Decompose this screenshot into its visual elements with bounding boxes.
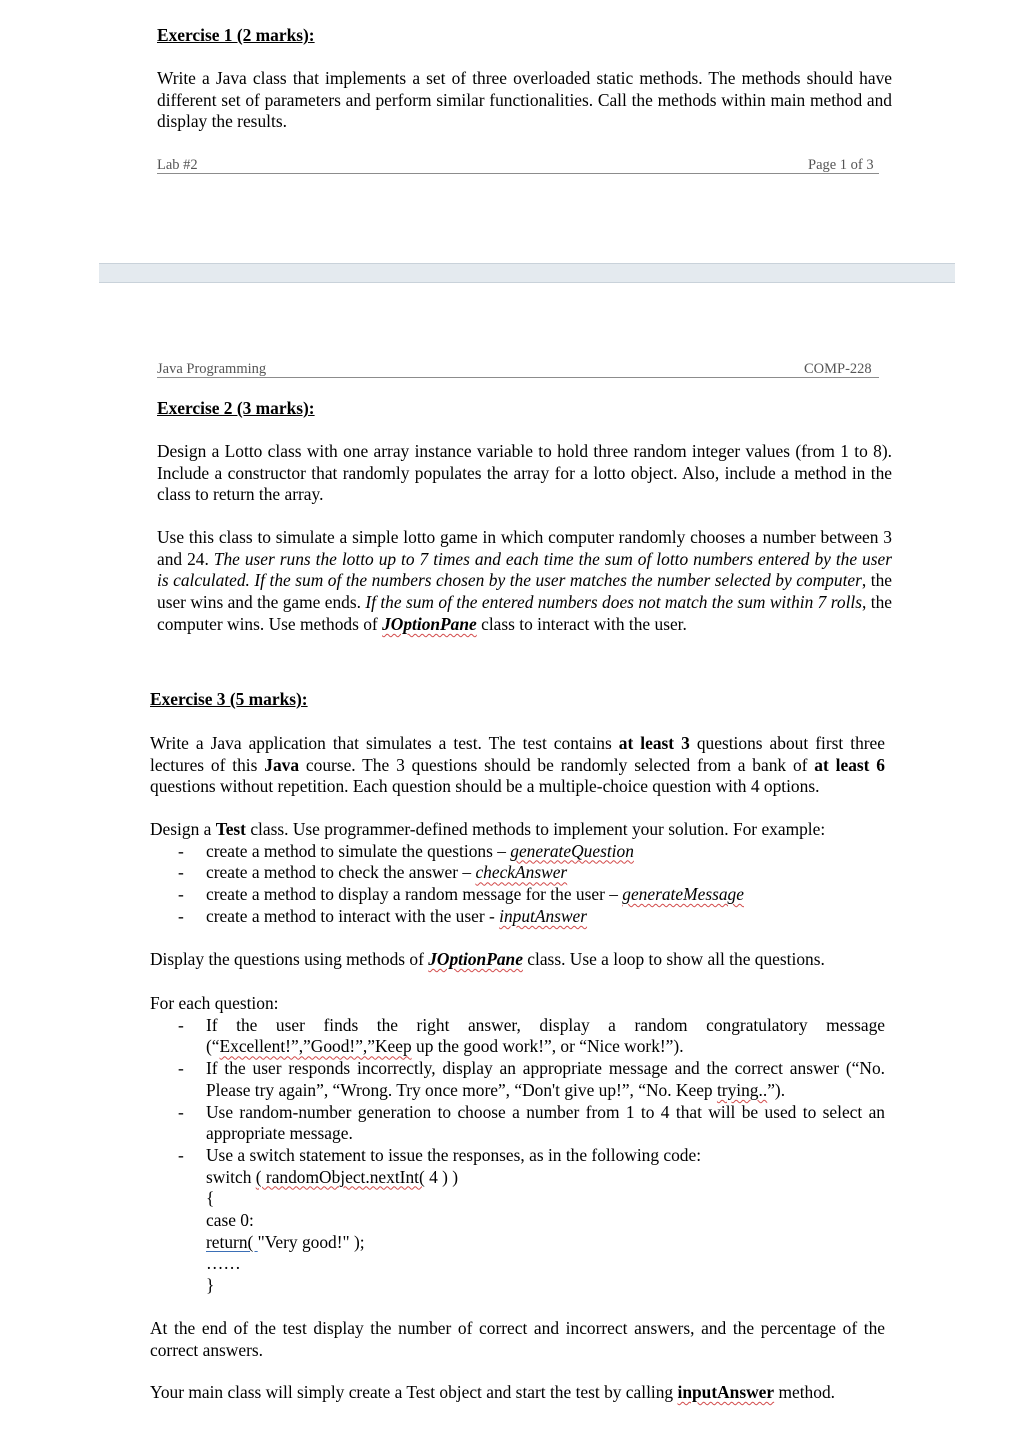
page1-footer-rule [157,173,879,174]
exercise-3-design-block [150,819,885,928]
response-list [150,1015,885,1167]
list-item: - create a method to interact with the user - inputAnswer [150,906,885,928]
method-list [150,841,885,928]
code-line: { [206,1188,215,1209]
page2-header-rule [157,377,879,378]
code-line: …… [206,1253,241,1274]
list-item: - Use random-number generation to choose a number from 1 to 4 that will be used to select an appropriate message. [150,1102,885,1145]
exercise-3-paragraph-1: Write a Java application that simulates a test. The test contains at least 3 questions about first three lectures of this Java course. The 3 questions should be randomly selected from a bank of at least 6 questions without repetition. Each question should be a multiple-choice question with 4 options. [150,733,885,797]
exercise-1-heading: Exercise 1 (2 marks): [157,25,315,45]
list-item: - If the user responds incorrectly, display an appropriate message and the correct answer (“No. Please try again”, “Wrong. Try once more”, “Don't give up!”, “No. Keep trying..”). [150,1058,885,1101]
exercise-3-paragraph-3: Display the questions using methods of JOptionPane class. Use a loop to show all the questions. [150,949,825,969]
exercise-2-paragraph-1: Design a Lotto class with one array instance variable to hold three random integer values (from 1 to 8). Include a constructor that randomly populates the array for a lotto object. Also, include a method in the class to return the array. [157,441,892,505]
exercise-1-text: Write a Java class that implements a set of three overloaded static methods. The methods should have different set of parameters and perform similar functionalities. Call the methods within main method and display the results. [157,68,892,132]
exercise-3-question-block [150,993,885,1297]
exercise-3-paragraph-5: At the end of the test display the number of correct and incorrect answers, and the percentage of the correct answers. [150,1318,885,1360]
page1-footer-left: Lab #2 [157,157,198,173]
list-item: - Use a switch statement to issue the responses, as in the following code: [150,1145,885,1167]
page2-header-left: Java Programming [157,361,267,377]
code-line: switch ( randomObject.nextInt( 4 ) ) [206,1166,459,1187]
list-item: - create a method to check the answer – checkAnswer [150,862,885,884]
code-line: return( "Very good!" ); [206,1231,365,1252]
list-item: - create a method to display a random message for the user – generateMessage [150,884,885,906]
code-line: } [206,1275,215,1296]
code-block [150,1167,885,1297]
list-item: - If the user finds the right answer, display a random congratulatory message (“Excellent!”,”Good!”,”Keep up the good work!”, or “Nice work!”). [150,1015,885,1058]
code-line: case 0: [206,1210,254,1231]
exercise-3-heading: Exercise 3 (5 marks): [150,689,308,709]
list-item: - create a method to simulate the questions – generateQuestion [150,841,885,863]
page-separator [99,263,955,283]
page2-header-right: COMP-228 [804,361,872,377]
exercise-2-heading: Exercise 2 (3 marks): [157,398,315,418]
exercise-3-paragraph-2: Design a Test class. Use programmer-defined methods to implement your solution. For example: [150,819,826,839]
exercise-2-paragraph-2: Use this class to simulate a simple lotto game in which computer randomly chooses a number between 3 and 24. The user runs the lotto up to 7 times and each time the sum of lotto numbers entered by the user is calculated. If the sum of the numbers chosen by the user matches the number selected by computer, the user wins and the game ends. If the sum of the entered numbers does not match the sum within 7 rolls, the computer wins. Use methods of JOptionPane class to interact with the user. [157,527,892,634]
exercise-3-paragraph-4: For each question: [150,993,279,1013]
page1-footer-right: Page 1 of 3 [808,157,874,173]
exercise-3-paragraph-6: Your main class will simply create a Test object and start the test by calling inputAnswer method. [150,1382,835,1402]
